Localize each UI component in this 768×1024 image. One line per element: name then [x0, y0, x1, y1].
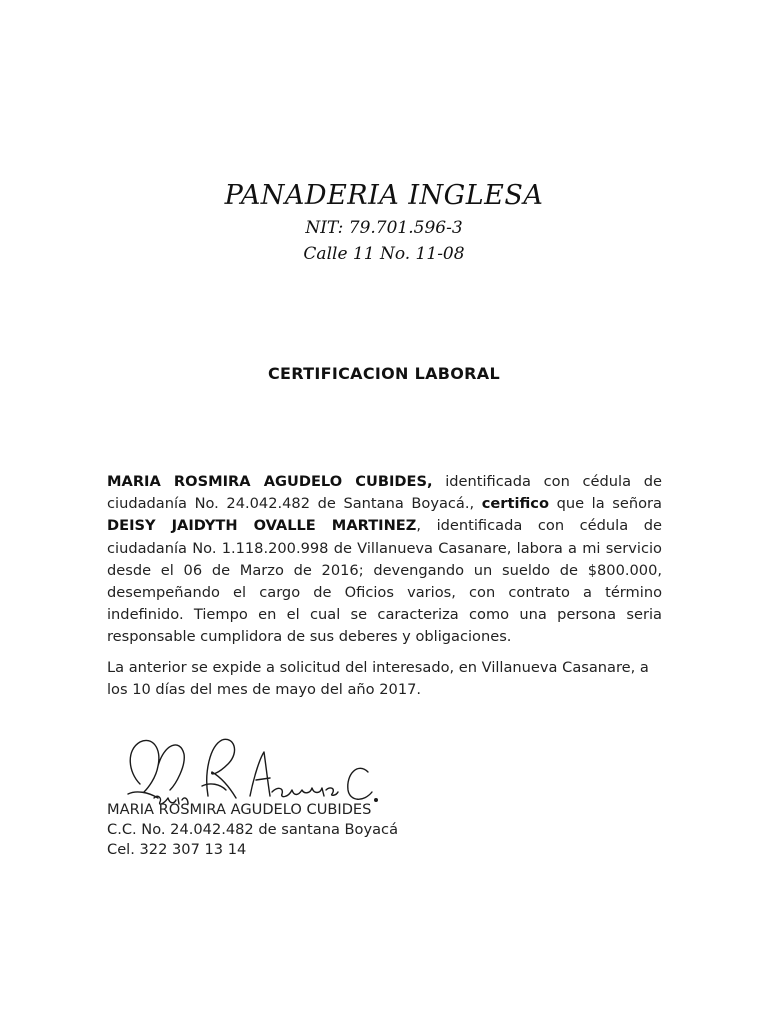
issuer-name: MARIA ROSMIRA AGUDELO CUBIDES, — [107, 473, 433, 490]
employee-name: DEISY JAIDYTH OVALLE MARTINEZ — [107, 517, 417, 535]
company-nit: NIT: 79.701.596-3 — [305, 218, 463, 238]
company-name: PANADERIA INGLESA — [224, 180, 544, 211]
signer-name: MARIA ROSMIRA AGUDELO CUBIDES — [107, 801, 372, 818]
certification-paragraph — [107, 471, 662, 649]
document-title: CERTIFICACION LABORAL — [268, 364, 500, 383]
paragraph-text-1: identificada con cédula de ciudadanía No. 24.042.482 de Santana Boyacá., — [107, 473, 662, 513]
certifico-keyword: certifico — [481, 495, 549, 513]
issuance-paragraph: La anterior se expide a solicitud del interesado, en Villanueva Casanare, a los 10 días del mes de mayo del año 2017. — [107, 659, 649, 699]
signer-id: C.C. No. 24.042.482 de santana Boyacá — [107, 821, 399, 838]
signer-phone: Cel. 322 307 13 14 — [107, 841, 247, 858]
paragraph-text-3: , identificada con cédula de ciudadanía No. 1.118.200.998 de Villanueva Casanare, labora a mi servicio desde el 06 de Marzo de 2016; devengando un sueldo de $800.000, desempeñando el cargo de Oficios varios, con contrato a término indefinido. Tiempo en el cual se caracteriza como una persona seria responsable cumplidora de sus deberes y obligaciones. — [107, 517, 662, 646]
paragraph-text-2: que la señora — [548, 495, 662, 513]
signer-block — [107, 800, 398, 860]
company-address: Calle 11 No. 11-08 — [303, 244, 465, 264]
